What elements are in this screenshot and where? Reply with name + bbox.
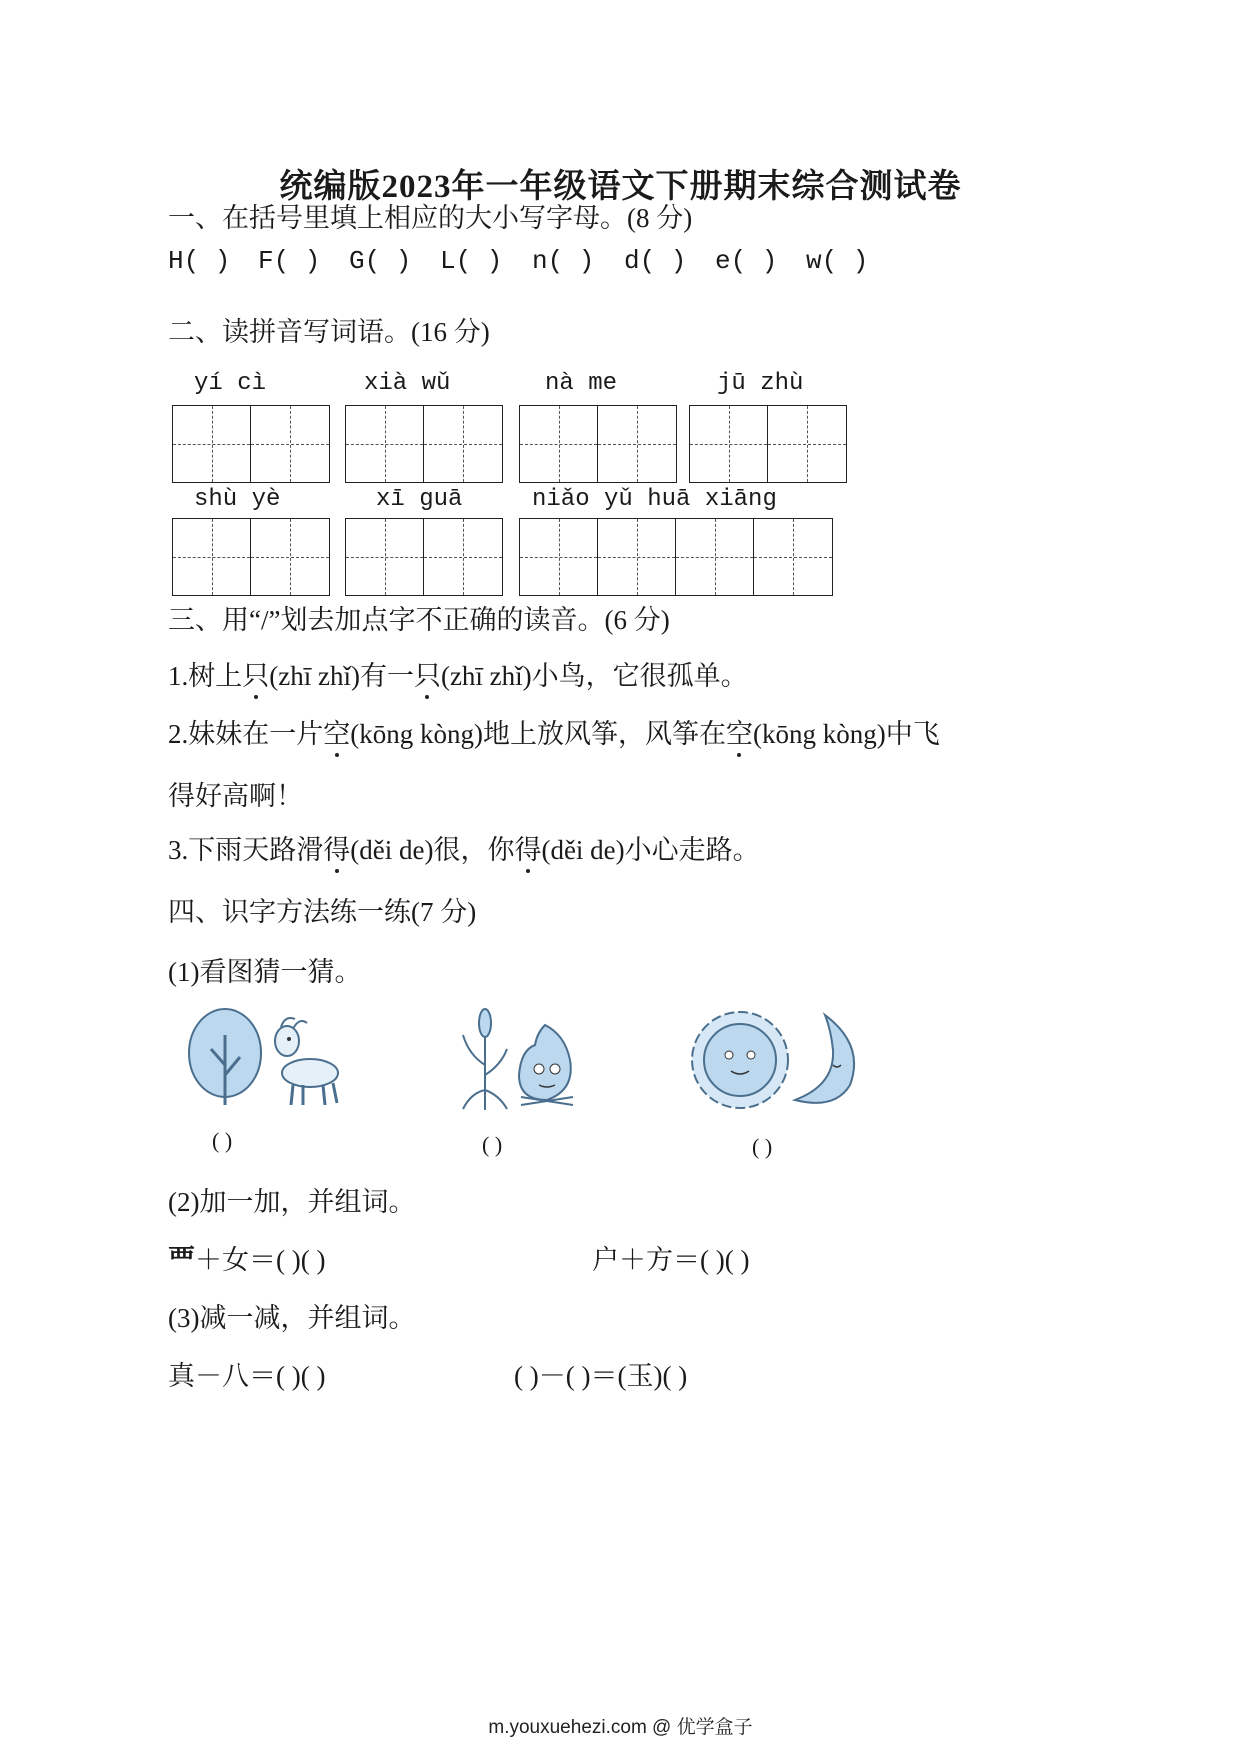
guess-blank-3[interactable]: ( ) xyxy=(752,1134,773,1159)
q1-letter-3: G( ) xyxy=(349,246,412,276)
pinyin-7: niǎo yǔ huā xiāng xyxy=(532,486,777,513)
pinyin-5: shù yè xyxy=(194,486,281,513)
writing-grid-6[interactable] xyxy=(345,518,503,596)
fire-icon xyxy=(519,1025,573,1105)
pinyin-3: nà me xyxy=(545,370,618,397)
writing-grid-4[interactable] xyxy=(689,405,847,483)
q3-heading: 三、用“/”划去加点字不正确的读音。(6 分) xyxy=(168,605,670,635)
q3-sentence-1 xyxy=(168,654,748,693)
q3-s1-dotted-char-2: 只 xyxy=(414,654,441,693)
add-equation-1[interactable] xyxy=(168,1238,325,1277)
q4-part-2: (2)加一加，并组词。 xyxy=(168,1187,416,1217)
tree-goat-illustration xyxy=(185,1005,355,1115)
guess-blank-2[interactable]: ( ) xyxy=(482,1132,503,1157)
moon-icon xyxy=(795,1015,854,1103)
q3-s2-dotted-char-2: 空 xyxy=(726,712,753,751)
q3-s2-part-e[interactable]: (kōng kòng)中飞 xyxy=(752,719,940,749)
q4-heading: 四、识字方法练一练(7 分) xyxy=(168,897,477,927)
add-equation-2[interactable]: 户＋方＝( )( ) xyxy=(592,1245,750,1275)
q3-s3-part-e[interactable]: (děi de)小心走路。 xyxy=(541,835,760,865)
q3-s2-part-a: 2.妹妹在一片 xyxy=(168,719,324,749)
writing-grid-2[interactable] xyxy=(345,405,503,483)
writing-grid-3[interactable] xyxy=(519,405,677,483)
sun-moon-illustration xyxy=(685,1005,865,1115)
radical-glyph: 覀 xyxy=(168,1245,195,1276)
q1-letter-8: w( ) xyxy=(806,246,869,276)
page-title: 统编版2023年一年级语文下册期末综合测试卷 xyxy=(279,169,962,205)
footer-watermark: m.youxuehezi.com @ 优学盒子 xyxy=(488,1717,753,1738)
q3-s1-dotted-char-1: 只 xyxy=(242,654,269,693)
q3-s3-dotted-char-1: 得 xyxy=(323,828,350,867)
q3-s3-part-c[interactable]: (děi de)很，你 xyxy=(350,835,515,865)
q3-s1-part-c[interactable]: (zhī zhǐ)有一 xyxy=(269,661,414,691)
q3-s1-part-a: 1.树上 xyxy=(168,661,243,691)
goat-icon xyxy=(275,1018,338,1105)
q3-sentence-2 xyxy=(168,712,940,751)
q1-letter-5: n( ) xyxy=(532,246,595,276)
q3-s2-part-c[interactable]: (kōng kòng)地上放风筝，风筝在 xyxy=(350,719,726,749)
grain-icon xyxy=(463,1009,507,1110)
pinyin-1: yí cì xyxy=(194,370,267,397)
add-equation-1-rest[interactable]: ＋女＝( )( ) xyxy=(195,1245,326,1275)
q4-part-3: (3)减一减，并组词。 xyxy=(168,1303,416,1333)
pinyin-6: xī guā xyxy=(376,486,463,513)
q3-s2-dotted-char-1: 空 xyxy=(323,712,350,751)
q1-heading: 一、在括号里填上相应的大小写字母。(8 分) xyxy=(168,203,693,233)
q1-letter-6: d( ) xyxy=(624,246,687,276)
q3-s1-part-e[interactable]: (zhī zhǐ)小鸟，它很孤单。 xyxy=(440,661,748,691)
q1-letter-1: H( ) xyxy=(168,246,231,276)
q3-s3-part-a: 3.下雨天路滑 xyxy=(168,835,324,865)
q4-part-1: (1)看图猜一猜。 xyxy=(168,957,362,987)
writing-grid-5[interactable] xyxy=(172,518,330,596)
sub-equation-1[interactable]: 真－八＝( )( ) xyxy=(168,1361,326,1391)
q1-letter-2: F( ) xyxy=(258,246,321,276)
q3-sentence-2-cont: 得好高啊！ xyxy=(168,781,303,811)
writing-grid-7[interactable] xyxy=(519,518,833,596)
guess-blank-1[interactable]: ( ) xyxy=(212,1128,233,1153)
sub-equation-2[interactable]: ( )－( )＝(玉)( ) xyxy=(514,1361,688,1391)
q2-heading: 二、读拼音写词语。(16 分) xyxy=(168,317,490,347)
pinyin-4: jū zhù xyxy=(717,370,804,397)
q1-letter-4: L( ) xyxy=(440,246,503,276)
sun-icon xyxy=(692,1012,788,1108)
pinyin-2: xià wǔ xyxy=(364,370,451,397)
grain-fire-illustration xyxy=(455,1005,585,1115)
q3-s3-dotted-char-2: 得 xyxy=(514,828,541,867)
q1-letter-7: e( ) xyxy=(715,246,778,276)
q3-sentence-3 xyxy=(168,828,760,867)
writing-grid-1[interactable] xyxy=(172,405,330,483)
